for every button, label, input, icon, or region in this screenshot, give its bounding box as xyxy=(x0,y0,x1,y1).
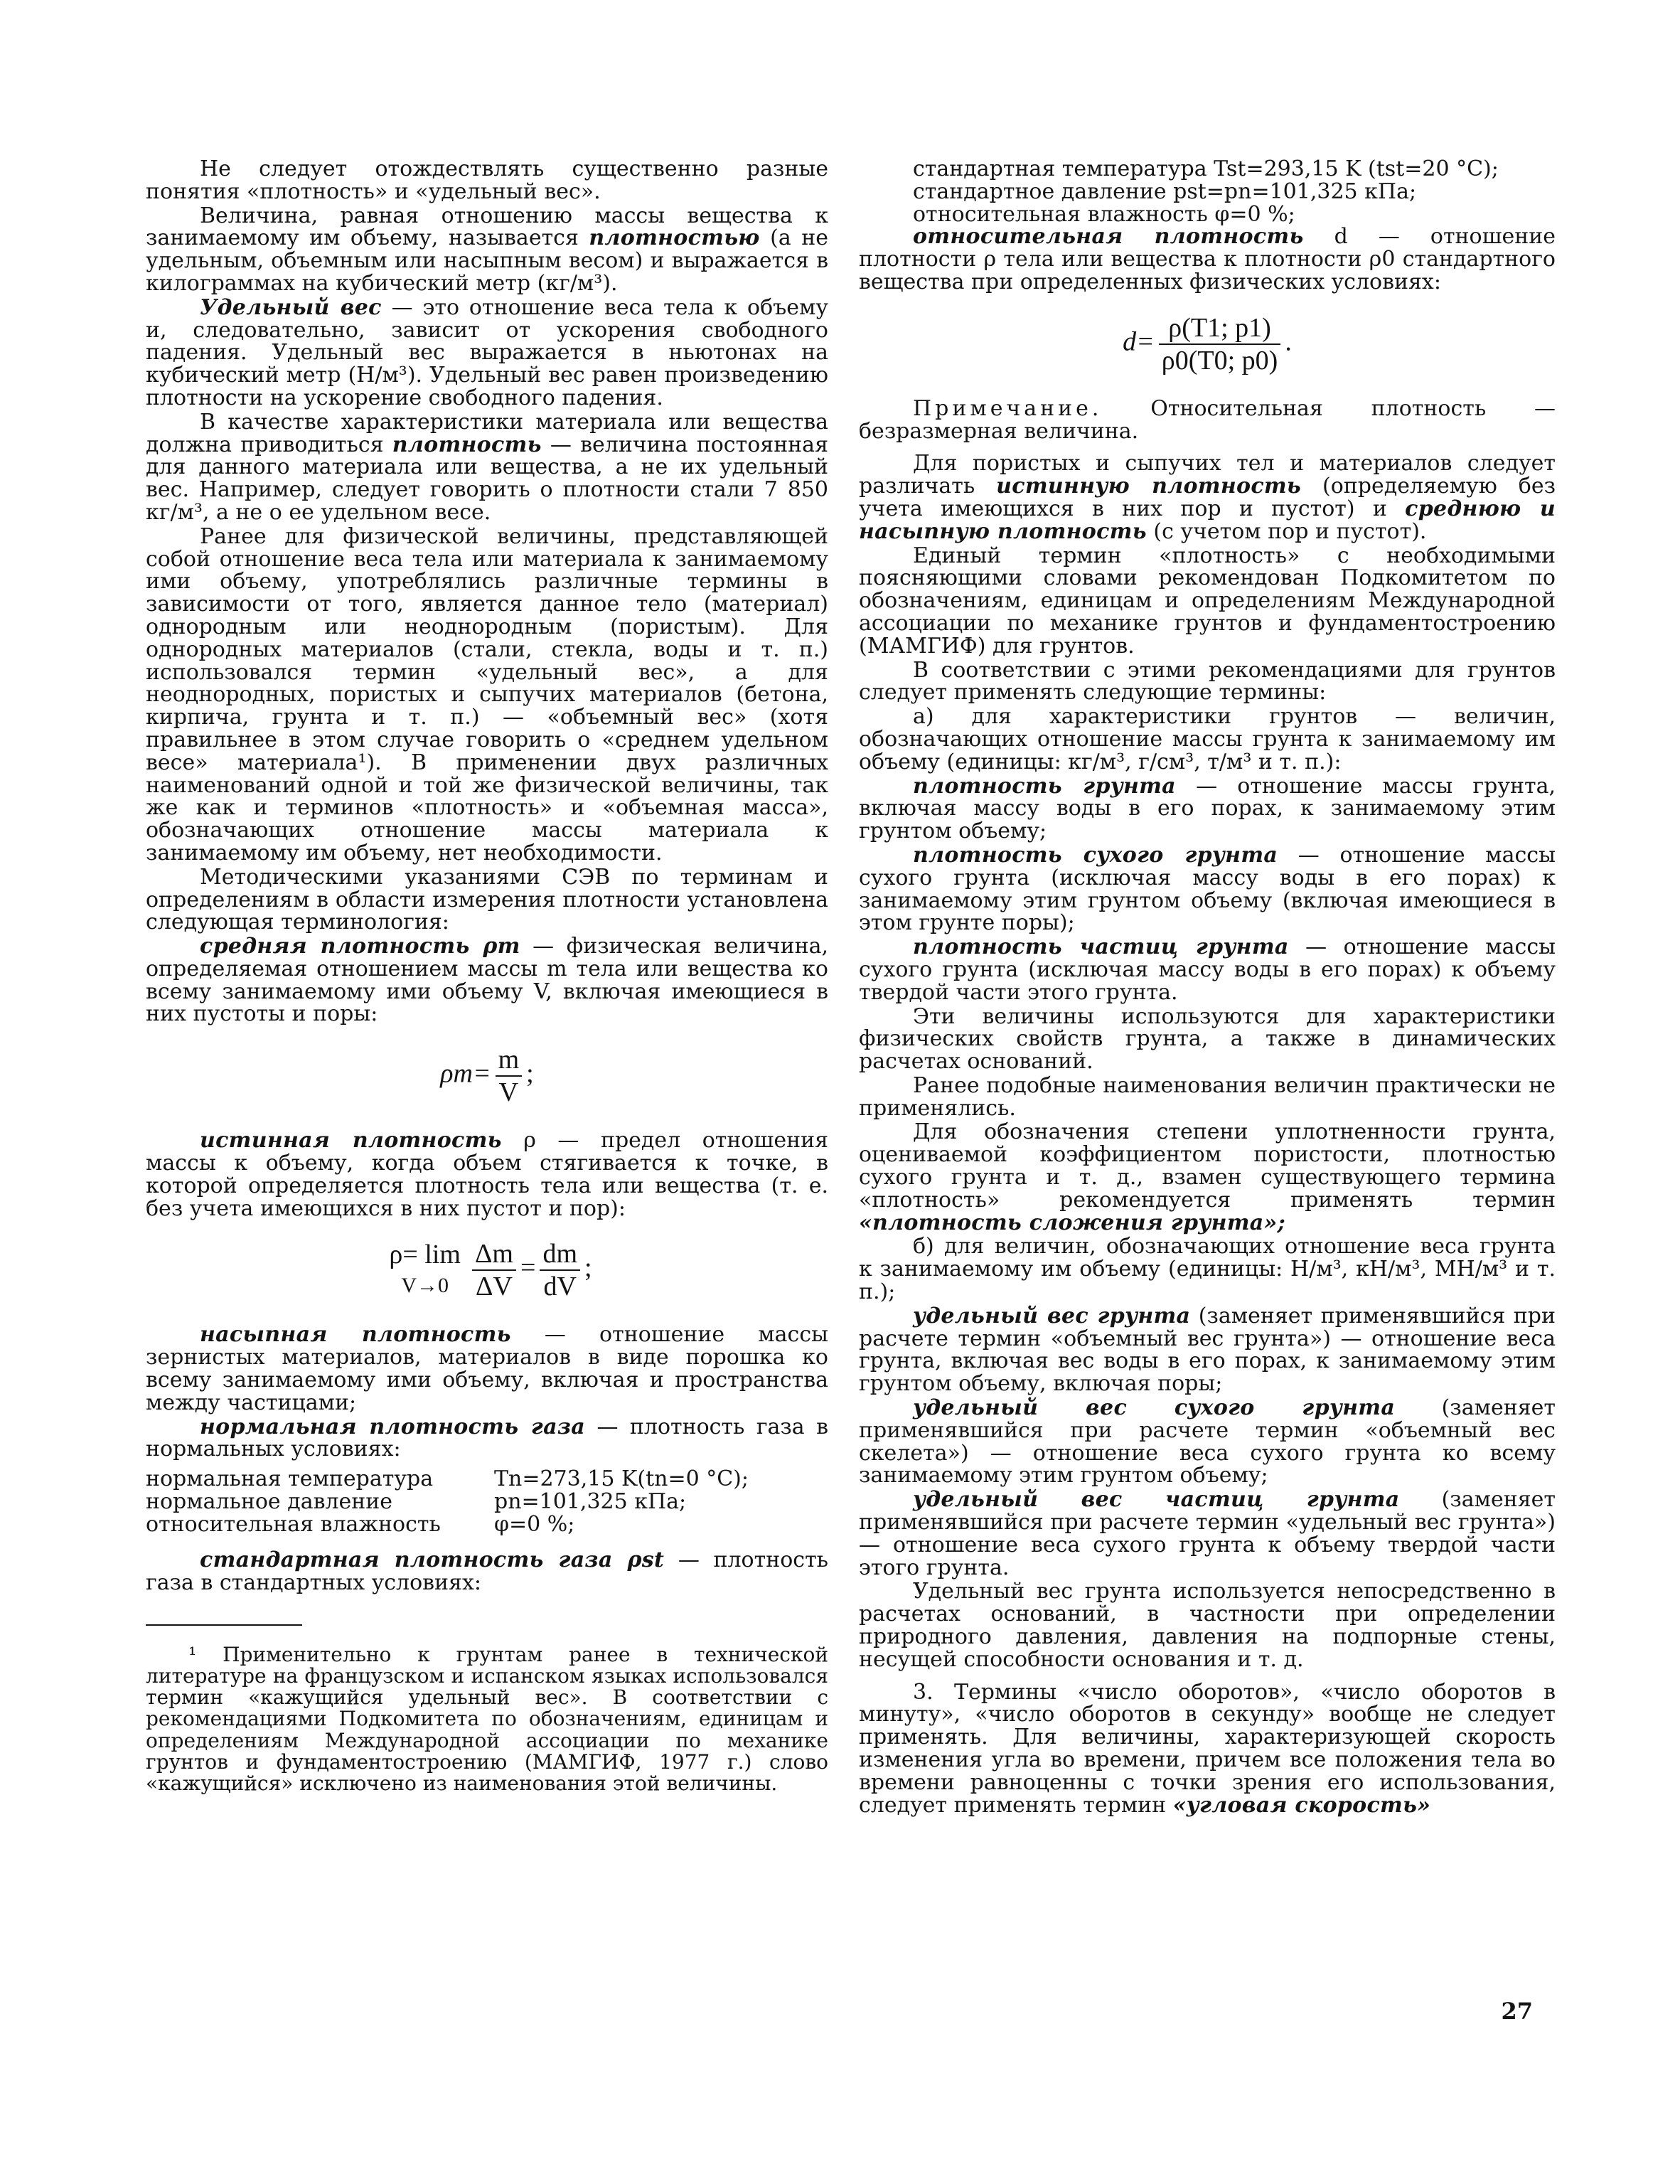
paragraph: Ранее подобные наименования величин практически не применялись. xyxy=(859,1072,1556,1121)
standard-condition: относительная влажность φ=0 %; xyxy=(913,201,1295,227)
footnote-divider xyxy=(146,1624,302,1626)
condition-value: Tn=273,15 K(tn=0 °C); xyxy=(494,1466,749,1492)
normal-conditions-table xyxy=(146,1468,828,1536)
text: Для обозначения степени уплотненности грунта, оцениваемой коэффициентом пористости, плотностью сухого грунта и т. д., взамен существующего термина «плотность» рекомендуется применять термин xyxy=(859,1119,1556,1213)
table-row xyxy=(146,1513,828,1536)
formula-mean-density xyxy=(146,1044,828,1108)
condition-label: нормальное давление xyxy=(146,1489,393,1515)
paragraph xyxy=(146,1416,828,1461)
text: — отношение массы грунта, включая массу воды в его порах, к занимаемому этим грунтом объему; xyxy=(859,773,1556,844)
term: среднюю и насыпную плотность xyxy=(859,496,1556,544)
term: средняя плотность ρm xyxy=(200,934,520,959)
limit-sub: V→0 xyxy=(401,1274,449,1298)
paragraph: а) для характеристики грунтов — величин, обозначающих отношение массы грунта к занимаемому им объему (единицы: кг/м³, г/см³, т/м³ и т. п.): xyxy=(859,704,1556,774)
paragraph: В соответствии с этими рекомендациями для грунтов следует применять следующие термины: xyxy=(859,657,1556,705)
denominator: dV xyxy=(543,1272,577,1302)
paragraph: Ранее для физической величины, представляющей собой отношение веса тела или материала к занимаемому ими объему, употреблялись различные термины в зависимости от того, является данное тело (материал) однородным или неоднородным (пористым). Для однородных материалов (стали, стекла, воды и т. п.) использовался термин «удельный вес», а для неоднородных, пористых и сыпучих материалов (бетона, кирпича, грунта и т. п.) — «объемный вес» (хотя правильнее в этом случае говорить о «среднем удельном весе» материала¹). В применении двух различных наименований одной и той же физической величины, так же как и терминов «плотность» и «объемная масса», обозначающих отношение массы материала к занимаемому им объему, нет необходимости. xyxy=(146,523,828,865)
paragraph xyxy=(859,1397,1556,1487)
paragraph xyxy=(859,1305,1556,1395)
term: удельный вес сухого грунта xyxy=(913,1395,1396,1421)
paragraph xyxy=(859,936,1556,1003)
denominator: ΔV xyxy=(476,1272,513,1302)
paragraph xyxy=(859,1681,1556,1817)
term: стандартная плотность газа ρst xyxy=(200,1548,665,1573)
fraction xyxy=(540,1238,580,1302)
paragraph: Удельный вес грунта используется непосредственно в расчетах оснований, в частности при определении природного давления, давления на подпорные стены, несущей способности основания и т. д. xyxy=(859,1579,1556,1672)
limit-lhs: ρ= lim xyxy=(389,1240,461,1270)
text: (заменяет применявшийся при расчете термин «объемный вес скелета») — отношение веса сухого грунта ко всему занимаемому этим грунтом объему; xyxy=(859,1395,1556,1488)
paragraph xyxy=(146,1323,828,1414)
term: плотность xyxy=(392,432,542,457)
denominator: V xyxy=(498,1077,519,1108)
paragraph xyxy=(146,1549,828,1594)
numerator: m xyxy=(496,1044,523,1077)
note-label: Примечание. xyxy=(913,395,1103,421)
paragraph: Эти величины используются для характеристики физических свойств грунта, а также в динамических расчетах оснований. xyxy=(859,1003,1556,1075)
term: удельный вес частиц грунта xyxy=(913,1487,1400,1513)
term: нормальная плотность газа xyxy=(200,1414,586,1439)
equals: = xyxy=(520,1253,536,1284)
text: — величина постоянная для данного материала или вещества, а не их удельный вес. Например, следует говорить о плотности стали 7 850 кг/м³, а не о ее удельном весе. xyxy=(146,432,828,525)
text: — физическая величина, определяемая отношением массы m тела или вещества ко всему занимаемому ими объему V, включая имеющиеся в них пустоты и поры: xyxy=(146,934,828,1027)
table-row xyxy=(146,1491,828,1513)
text: (заменяет применявшийся при расчете термин «объемный вес грунта») — отношение веса грунта, включая вес воды в его порах, к занимаемому этим грунтом объему, включая поры; xyxy=(859,1303,1556,1397)
note-text: Относительная плотность — безразмерная величина. xyxy=(859,395,1556,444)
formula-tail: ; xyxy=(526,1059,534,1089)
text: — отношение массы сухого грунта (исключая массу воды в его порах) к занимаемому этим грунтом объему (включая имеющиеся в этом грунте поры); xyxy=(859,842,1556,936)
formula-true-density xyxy=(146,1238,828,1302)
paragraph xyxy=(859,225,1556,293)
term: относительная плотность xyxy=(913,224,1304,250)
paragraph xyxy=(859,844,1556,934)
text: 3. Термины «число оборотов», «число оборотов в минуту», «число оборотов в секунду» вообще не следует применять. Для величины, характеризующей скорость изменения угла во времени, причем все положения тела во времени равноценны с точки зрения его использования, следует применять термин xyxy=(859,1679,1556,1818)
paragraph: Методическими указаниями СЭВ по терминам и определениям в области измерения плотности установлена следующая терминология: xyxy=(146,864,828,935)
text: — плотность газа в стандартных условиях: xyxy=(146,1548,829,1596)
standard-condition: стандартная температура Tst=293,15 K (tst=20 °C); xyxy=(913,156,1499,181)
term: Удельный вес xyxy=(200,294,382,320)
denominator: ρ0(T0; p0) xyxy=(1161,345,1278,375)
formula-tail: . xyxy=(1285,326,1292,357)
term: истинная плотность xyxy=(200,1128,502,1154)
term: плотностью xyxy=(589,225,760,251)
text: (с учетом пор и пустот). xyxy=(1146,518,1427,544)
text: (заменяет применявшийся при расчете термин «удельный вес грунта») — отношение веса сухого грунта к объему твердой части этого грунта. xyxy=(859,1487,1556,1580)
term: насыпная плотность xyxy=(200,1322,511,1348)
numerator: dm xyxy=(540,1238,580,1271)
term: истинную плотность xyxy=(996,474,1302,499)
text: В качестве характеристики материала или вещества должна приводиться xyxy=(146,409,828,457)
term: «плотность сложения грунта»; xyxy=(859,1210,1285,1235)
text: — отношение массы сухого грунта (исключая массу воды в его порах) к объему твердой части этого грунта. xyxy=(859,934,1556,1005)
paragraph xyxy=(146,411,828,524)
note xyxy=(859,395,1556,444)
text: ρ — предел отношения массы к объему, когда объем стягивается к точке, в которой определяется плотность тела или вещества (т. е. без учета имеющихся в них пустот и пор): xyxy=(146,1128,828,1221)
text: Для пористых и сыпучих тел и материалов следует различать xyxy=(859,451,1556,499)
condition-value: φ=0 %; xyxy=(494,1512,575,1538)
paragraph xyxy=(146,1129,828,1220)
term: удельный вес грунта xyxy=(913,1303,1191,1328)
text: — плотность газа в нормальных условиях: xyxy=(146,1414,828,1462)
paragraph xyxy=(146,205,828,295)
paragraph: Единый термин «плотность» с необходимыми поясняющими словами рекомендован Подкомитетом по обозначениям, единицам и определениям Международной ассоциации по механике грунтов и фундаментостроению (МАМГИФ) для грунтов. xyxy=(859,543,1556,659)
fraction xyxy=(1159,312,1281,376)
text: d — отношение плотности ρ тела или вещества к плотности ρ0 стандартного вещества при определенных физических условиях: xyxy=(859,224,1556,294)
numerator: Δm xyxy=(472,1238,516,1271)
text: — это отношение веса тела к объему и, следовательно, зависит от ускорения свободного падения. Удельный вес выражается в ньютонах на кубический метр (Н/м³). Удельный вес равен произведению плотности на ускорение свободного падения. xyxy=(146,294,828,410)
limit xyxy=(386,1239,464,1301)
formula-lhs: d= xyxy=(1123,326,1155,357)
paragraph xyxy=(859,1121,1556,1234)
fraction xyxy=(496,1044,523,1108)
text: — отношение массы зернистых материалов, материалов в виде порошка ко всему занимаемому ими объему, включая и пространства между частицами; xyxy=(146,1322,828,1415)
formula-relative-density xyxy=(859,312,1556,376)
standard-condition: стандартное давление pst=pn=101,325 кПа; xyxy=(913,179,1417,204)
paragraph: б) для величин, обозначающих отношение веса грунта к занимаемому им объему (единицы: Н/м³, кН/м³, МН/м³ и т. п.); xyxy=(859,1234,1556,1305)
formula-tail: ; xyxy=(584,1253,592,1284)
term: плотность грунта xyxy=(913,773,1176,799)
paragraph xyxy=(859,775,1556,843)
paragraph xyxy=(146,294,828,410)
term: плотность частиц грунта xyxy=(913,934,1289,960)
condition-label: нормальная температура xyxy=(146,1466,434,1492)
page-number: 27 xyxy=(1501,1998,1533,2025)
paragraph xyxy=(859,1488,1556,1579)
text: (а не удельным, объемным или насыпным весом) и выражается в килограммах на кубический метр (кг/м³). xyxy=(146,225,828,296)
term: плотность сухого грунта xyxy=(913,842,1278,868)
table-row xyxy=(146,1468,828,1491)
text: Величина, равная отношению массы вещества к занимаемому им объему, называется xyxy=(146,203,828,251)
paragraph: Не следует отождествлять существенно разные понятия «плотность» и «удельный вес». xyxy=(146,156,828,204)
condition-label: относительная влажность xyxy=(146,1512,441,1538)
paragraph xyxy=(859,452,1556,543)
condition-value: pn=101,325 кПа; xyxy=(494,1489,687,1515)
formula-lhs: ρm= xyxy=(440,1059,491,1089)
right-column xyxy=(859,158,1556,1818)
term: «угловая скорость» xyxy=(1172,1792,1431,1818)
footnote: ¹ Применительно к грунтам ранее в технической литературе на французском и испанском языках использовался термин «кажущийся удельный вес». В соответствии с рекомендациями Подкомитета по обозначениям, единицам и определениям Международной ассоциации по механике грунтов и фундаментостроению (МАМГИФ, 1977 г.) слово «кажущийся» исключено из наименования этой величины. xyxy=(146,1642,828,1796)
numerator: ρ(T1; p1) xyxy=(1159,312,1281,345)
text: (определяемую без учета имеющихся в них пор и пустот) и xyxy=(859,474,1556,521)
fraction xyxy=(472,1238,516,1302)
paragraph xyxy=(146,935,828,1026)
left-column xyxy=(146,158,828,1796)
